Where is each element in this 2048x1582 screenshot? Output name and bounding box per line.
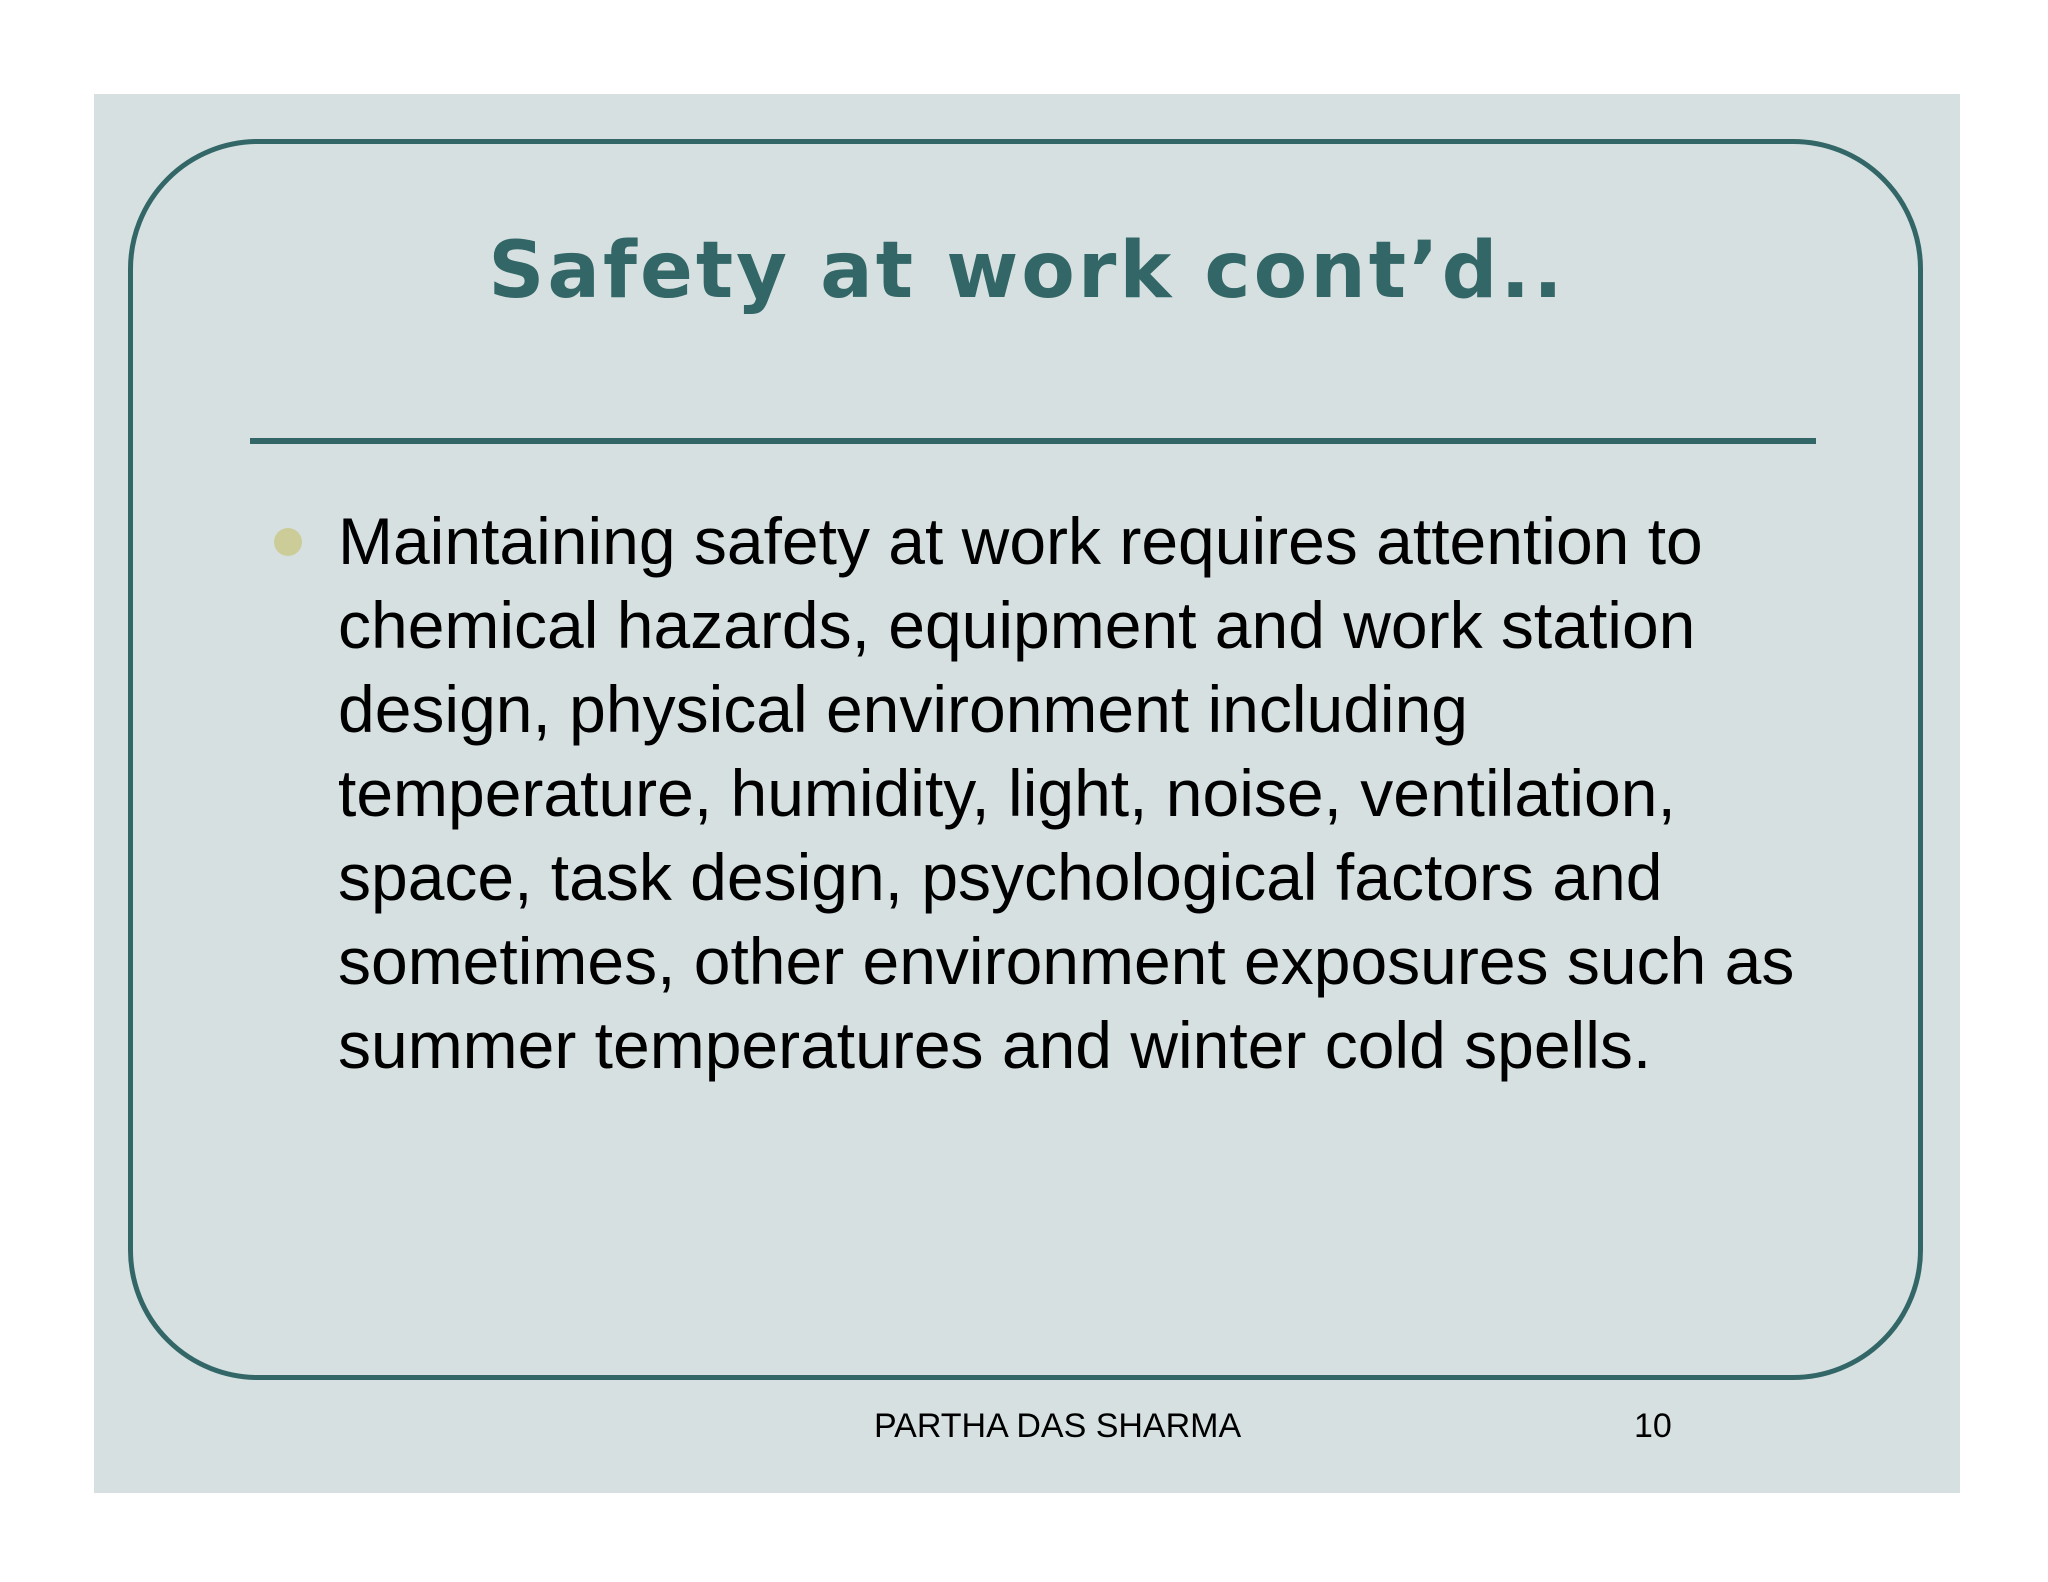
title-divider bbox=[250, 438, 1816, 444]
slide-title: Safety at work cont’d.. bbox=[488, 226, 1566, 316]
page-number: 10 bbox=[1634, 1407, 1672, 1445]
footer-author: PARTHA DAS SHARMA bbox=[874, 1407, 1242, 1445]
bullet-dot-icon bbox=[274, 528, 302, 556]
slide bbox=[94, 94, 1960, 1493]
bullet-text: Maintaining safety at work requires attention to chemical hazards, equipment and work station design, physical environment including temperature, humidity, light, noise, ventilation, space, task design, psychological factors and sometimes, other environment exposures such as summer temperatures and winter cold spells. bbox=[338, 504, 1795, 1082]
